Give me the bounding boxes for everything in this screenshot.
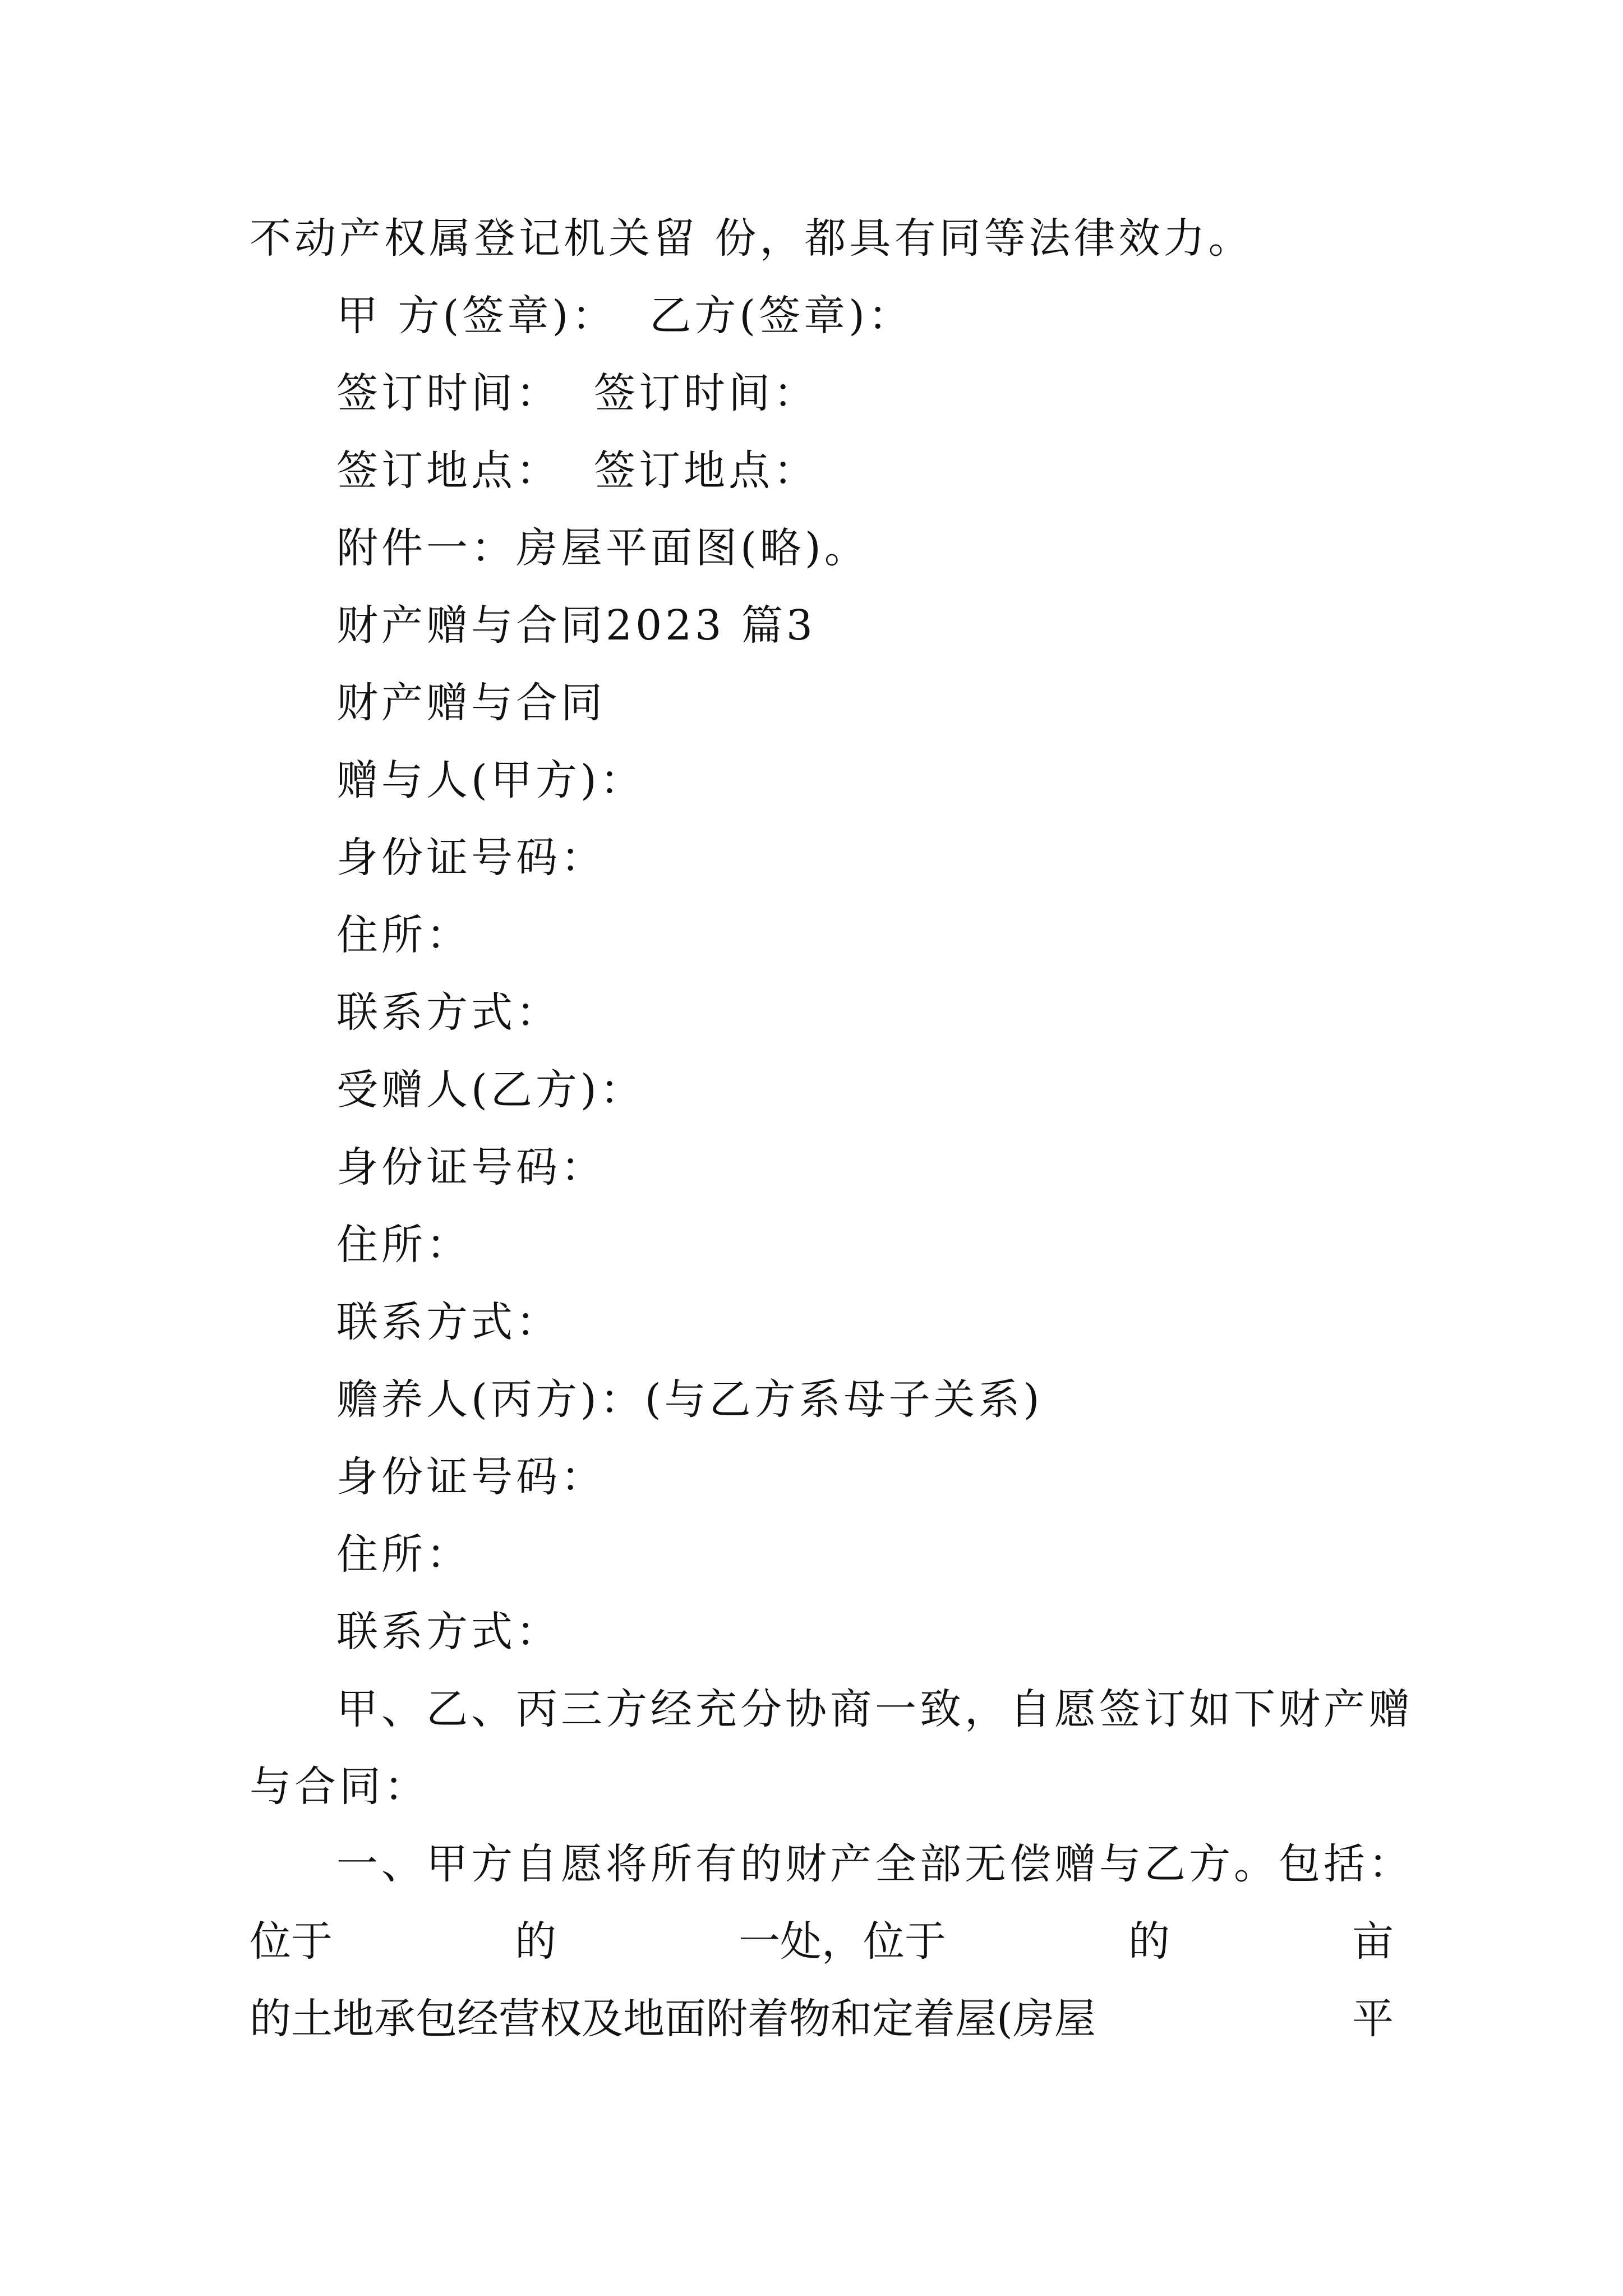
spread-segment: 平 bbox=[1352, 1995, 1394, 2043]
donor-contact-label: 联系方式： bbox=[336, 988, 561, 1037]
text-line-1: 不动产权属登记机关留 份，都具有同等法律效力。 bbox=[250, 214, 1253, 263]
supporter-contact-label: 联系方式： bbox=[336, 1608, 561, 1656]
donee-address-label: 住所： bbox=[336, 1221, 471, 1269]
donee-contact-label: 联系方式： bbox=[336, 1298, 561, 1346]
section-heading: 财产赠与合同2023 篇3 bbox=[336, 601, 816, 650]
supporter-address-label: 住所： bbox=[336, 1530, 471, 1579]
agreement-paragraph-line-1: 甲、乙、丙三方经充分协商一致，自愿签订如下财产赠 bbox=[336, 1685, 1413, 1733]
spread-segment: 亩 bbox=[1352, 1917, 1394, 1966]
sign-place-line: 签订地点： 签订地点： bbox=[336, 447, 819, 495]
donee-label: 受赠人(乙方)： bbox=[336, 1066, 645, 1114]
spread-segment: 位于 bbox=[250, 1917, 333, 1966]
contract-title: 财产赠与合同 bbox=[336, 679, 606, 727]
supporter-label: 赡养人(丙方)：(与乙方系母子关系) bbox=[336, 1375, 1043, 1424]
supporter-id-label: 身份证号码： bbox=[336, 1453, 606, 1501]
agreement-paragraph-line-2: 与合同： bbox=[250, 1763, 429, 1811]
spread-segment: 的 bbox=[515, 1917, 556, 1966]
spread-segment: 的 bbox=[1128, 1917, 1170, 1966]
donor-id-label: 身份证号码： bbox=[336, 834, 606, 882]
clause-one-line: 一、甲方自愿将所有的财产全部无偿赠与乙方。包括： bbox=[336, 1840, 1413, 1888]
donor-address-label: 住所： bbox=[336, 911, 471, 959]
spread-segment: 的土地承包经营权及地面附着物和定着屋(房屋 bbox=[250, 1995, 1096, 2043]
clause-one-spread-line-2 bbox=[250, 1991, 1394, 2047]
sign-time-line: 签订时间： 签订时间： bbox=[336, 369, 819, 417]
clause-one-spread-line-1 bbox=[250, 1913, 1394, 1970]
spread-segment: 一处，位于 bbox=[739, 1917, 946, 1966]
signature-party-line: 甲 方(签章)： 乙方(签章)： bbox=[336, 292, 914, 340]
attachment-line: 附件一：房屋平面图(略)。 bbox=[336, 524, 869, 572]
donor-label: 赠与人(甲方)： bbox=[336, 756, 645, 804]
donee-id-label: 身份证号码： bbox=[336, 1143, 606, 1191]
